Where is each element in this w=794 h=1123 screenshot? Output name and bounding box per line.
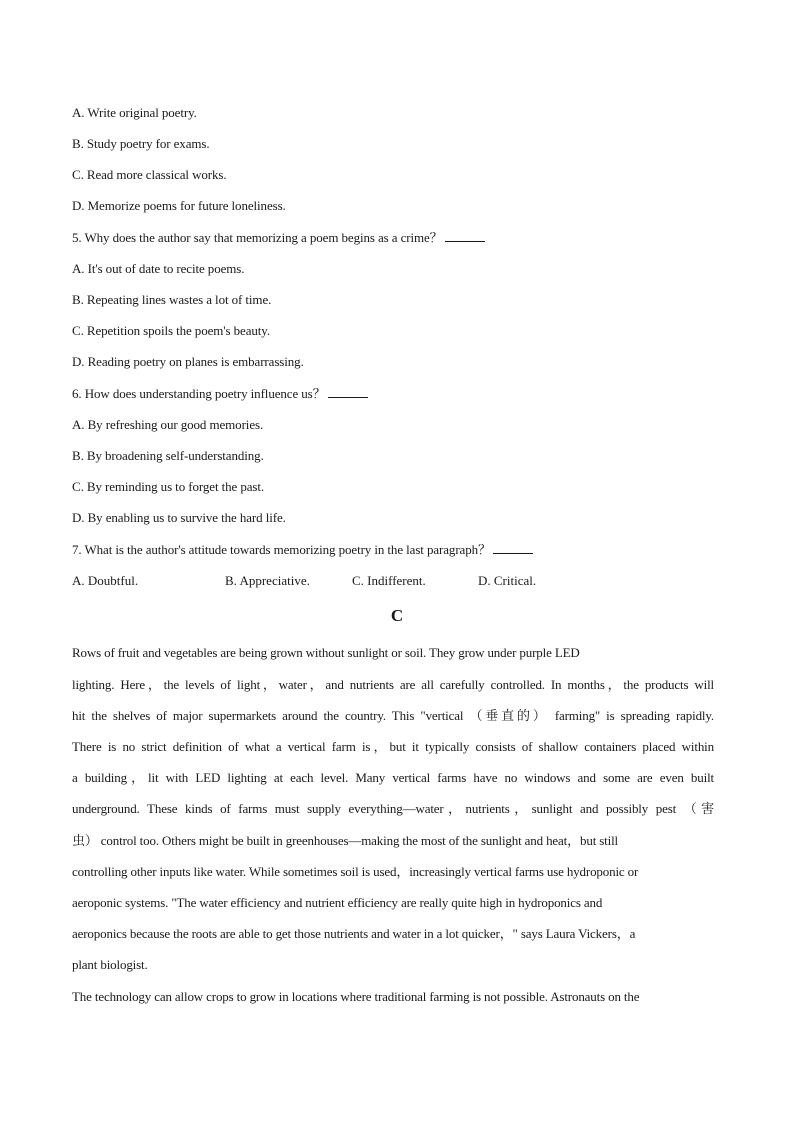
q6-option-b: B. By broadening self-understanding. (72, 448, 264, 463)
answer-blank (445, 229, 485, 242)
passage-line: hit the shelves of major supermarkets around the country. This "vertical （垂直的） farming" is spreading rapidly. (72, 708, 714, 723)
passage-line: controlling other inputs like water. While sometimes soil is used，increasingly vertical farms use hydroponic or (72, 864, 639, 879)
q4-option-b: B. Study poetry for exams. (72, 136, 210, 151)
answer-blank (328, 385, 368, 398)
passage-line: 虫） control too. Others might be built in greenhouses—making the most of the sunlight and heat，but still (72, 833, 619, 848)
q4-option-d: D. Memorize poems for future loneliness. (72, 198, 286, 213)
q5-question-text: 5. Why does the author say that memorizing a poem begins as a crime？ (72, 230, 443, 245)
q6-option-d: D. By enabling us to survive the hard life. (72, 510, 286, 525)
section-heading: C (390, 606, 404, 625)
q7-question-text: 7. What is the author's attitude towards memorizing poetry in the last paragraph？ (72, 542, 491, 557)
q7-option-b: B. Appreciative. (225, 573, 310, 588)
passage-line: underground. These kinds of farms must supply everything—water，nutrients，sunlight and possibly pest （害 (72, 801, 714, 816)
q5-option-a: A. It's out of date to recite poems. (72, 261, 245, 276)
answer-blank (493, 541, 533, 554)
q4-option-a: A. Write original poetry. (72, 105, 197, 120)
passage-line: aeroponics because the roots are able to get those nutrients and water in a lot quicker，" says Laura Vickers，a (72, 926, 636, 941)
q6-option-a: A. By refreshing our good memories. (72, 417, 264, 432)
q5-option-c: C. Repetition spoils the poem's beauty. (72, 323, 270, 338)
passage-line: lighting. Here，the levels of light，water，and nutrients are all carefully controlled. In months，the products will (72, 677, 714, 692)
q4-option-c: C. Read more classical works. (72, 167, 227, 182)
q6-question-text: 6. How does understanding poetry influence us？ (72, 386, 326, 401)
q6-question (72, 385, 368, 402)
q5-option-d: D. Reading poetry on planes is embarrassing. (72, 354, 304, 369)
passage-line: a building，lit with LED lighting at each level. Many vertical farms have no windows and some are even built (72, 770, 714, 785)
passage-line: aeroponic systems. "The water efficiency and nutrient efficiency are really quite high in hydroponics and (72, 895, 603, 910)
q7-option-d: D. Critical. (478, 573, 537, 588)
q5-question (72, 229, 485, 246)
passage-line: The technology can allow crops to grow in locations where traditional farming is not possible. Astronauts on the (72, 989, 640, 1004)
q7-option-c: C. Indifferent. (352, 573, 426, 588)
q5-option-b: B. Repeating lines wastes a lot of time. (72, 292, 272, 307)
q7-option-a: A. Doubtful. (72, 573, 139, 588)
q6-option-c: C. By reminding us to forget the past. (72, 479, 265, 494)
passage-line: plant biologist. (72, 957, 148, 972)
q7-question (72, 541, 533, 558)
passage-line: Rows of fruit and vegetables are being grown without sunlight or soil. They grow under purple LED (72, 645, 580, 660)
passage-line: There is no strict definition of what a vertical farm is，but it typically consists of shallow containers placed within (72, 739, 714, 754)
